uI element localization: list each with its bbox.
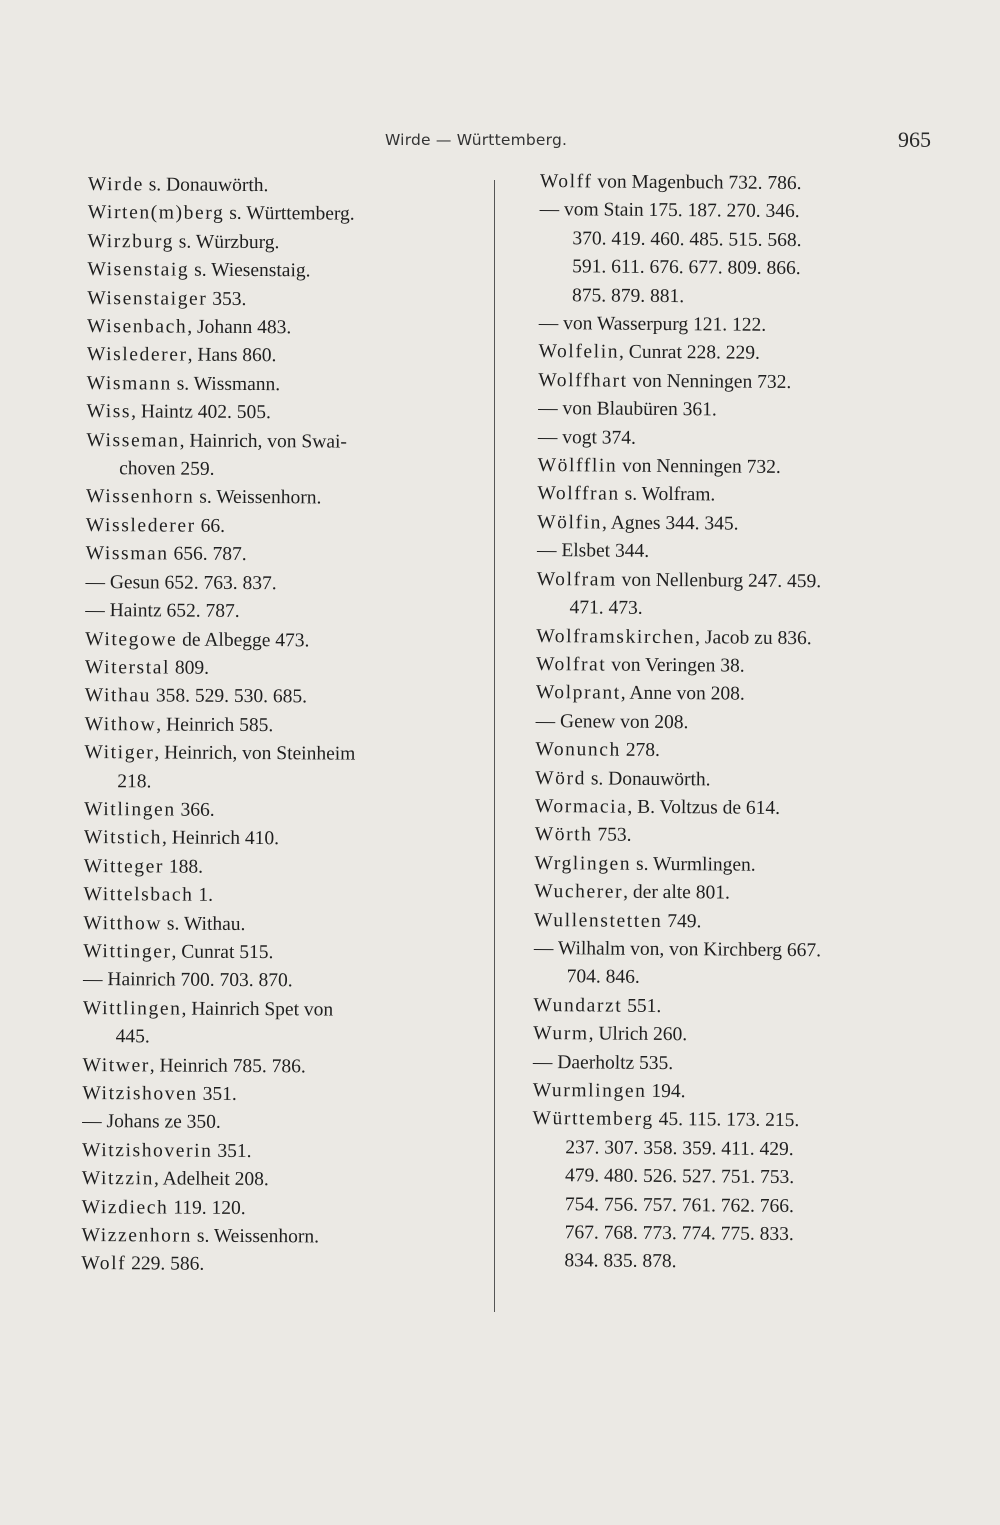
index-references: — vogt 374. <box>537 426 637 449</box>
index-references: — Daerholtz 535. <box>532 1051 674 1074</box>
index-entry <box>538 338 928 369</box>
index-references: s. Weissenhorn. <box>194 487 322 509</box>
index-entry <box>81 1250 471 1281</box>
index-references: 753. <box>592 824 632 847</box>
index-references: de Albegge 473. <box>177 629 310 651</box>
index-entry <box>540 168 930 199</box>
index-headword: Wismann <box>86 372 172 395</box>
index-references: — Haintz 652. 787. <box>85 600 240 623</box>
index-headword: Witerstal <box>84 656 171 679</box>
index-headword: Witzishoverin <box>81 1139 213 1162</box>
index-entry <box>83 938 473 969</box>
index-entry <box>85 597 475 628</box>
index-references: — Elsbet 344. <box>536 540 650 563</box>
index-references: von Magenbuch 732. 786. <box>592 171 802 195</box>
index-references: s. Wurmlingen. <box>631 853 756 876</box>
index-references: , Heinrich 785. 786. <box>149 1054 306 1077</box>
index-entry <box>84 853 474 884</box>
index-references: von Nenningen 732. <box>617 455 781 478</box>
index-headword: Withow <box>84 713 157 736</box>
index-continuation-line: 704. 846. <box>566 966 640 989</box>
index-entry <box>87 341 477 372</box>
index-entry <box>85 654 475 685</box>
index-continuation-line: 767. 768. 773. 774. 775. 833. <box>564 1222 794 1246</box>
index-entry <box>84 796 474 827</box>
index-entry <box>88 171 478 202</box>
index-headword: Wolfelin <box>538 341 620 364</box>
index-entry <box>536 708 926 739</box>
page-number: 965 <box>898 127 931 152</box>
index-references: , Anne von 208. <box>620 682 745 705</box>
index-references: s. Wissmann. <box>171 373 281 396</box>
index-references: , Agnes 344. 345. <box>601 512 739 535</box>
column-divider <box>494 180 495 1312</box>
index-references: — Wilhalm von, von Kirchberg 667. <box>533 937 822 962</box>
index-references: — von Blaubüren 361. <box>538 398 717 421</box>
index-entry <box>533 1049 923 1080</box>
index-references: , Cunrat 515. <box>171 941 274 964</box>
index-headword: Württemberg <box>532 1108 654 1131</box>
index-headword: Wörd <box>535 767 587 789</box>
index-headword: Wizdiech <box>81 1196 169 1219</box>
index-entry <box>536 622 926 653</box>
index-entry <box>536 566 926 626</box>
index-entry <box>534 935 924 995</box>
index-entry <box>538 452 928 483</box>
index-references: s. Donauwörth. <box>143 174 269 197</box>
index-references: , der alte 801. <box>623 881 730 904</box>
index-entry <box>533 1077 923 1108</box>
index-headword: Wisslederer <box>85 514 196 537</box>
index-headword: Wölfflin <box>537 455 618 477</box>
index-headword: Wurmlingen <box>532 1079 647 1102</box>
index-column-right <box>531 168 930 1279</box>
index-headword: Wisenstaiger <box>87 287 208 310</box>
index-references: 45. 115. 173. 215. <box>653 1109 800 1132</box>
index-headword: Wolprant <box>535 682 621 704</box>
index-references: , Cunrat 228. 229. <box>619 342 761 365</box>
index-references: — Johans ze 350. <box>82 1111 221 1134</box>
index-continuation-line: 479. 480. 526. 527. 751. 753. <box>565 1165 795 1189</box>
index-references: 366. <box>175 799 215 821</box>
index-references: 809. <box>169 657 210 679</box>
index-entry <box>86 483 476 514</box>
index-references: s. Wiesenstaig. <box>189 259 311 282</box>
index-continuation-line: 875. 879. 881. <box>571 284 685 307</box>
index-headword: Wolfram <box>536 568 617 591</box>
running-title: Wirde — Württemberg. <box>385 131 568 149</box>
index-headword: Witlingen <box>84 798 176 821</box>
index-continuation-line: 445. <box>115 1026 150 1048</box>
index-references: , Heinrich 585. <box>156 714 274 736</box>
index-headword: Witthow <box>83 912 163 935</box>
index-entry <box>87 256 477 287</box>
index-headword: Witegowe <box>85 628 178 651</box>
index-entry <box>82 1052 472 1083</box>
index-references: von Nenningen 732. <box>627 370 792 393</box>
index-references: s. Wolfram. <box>619 484 716 506</box>
index-entry <box>87 285 477 316</box>
index-references: 1. <box>193 884 214 906</box>
index-entry <box>535 793 925 824</box>
index-headword: Witstich <box>83 827 163 849</box>
index-entry <box>538 424 928 455</box>
index-references: , Heinrich 410. <box>161 827 280 850</box>
index-headword: Wirzburg <box>87 230 175 253</box>
index-headword: Wiss <box>86 401 132 423</box>
index-headword: Wittlingen <box>82 997 182 1020</box>
index-headword: Wirde <box>87 173 144 196</box>
index-references: 119. 120. <box>168 1197 246 1219</box>
index-continuation-line: 370. 419. 460. 485. 515. 568. <box>572 228 802 251</box>
index-references: , Adelheit 208. <box>153 1168 269 1191</box>
index-references: 188. <box>163 856 204 878</box>
index-entry <box>85 625 475 656</box>
index-entry <box>87 370 477 401</box>
index-references: 351. <box>212 1140 252 1162</box>
index-headword: Wittinger <box>83 940 172 963</box>
index-entry <box>535 821 925 852</box>
index-headword: Wirten(m)berg <box>87 202 225 225</box>
index-references: , Heinrich, von Steinheim <box>154 742 356 765</box>
index-entry <box>87 313 477 344</box>
index-references: s. Württemberg. <box>224 203 355 226</box>
index-headword: Witwer <box>82 1054 150 1076</box>
index-entry <box>83 995 473 1054</box>
index-entry <box>535 765 925 796</box>
index-entry <box>538 367 928 398</box>
index-headword: Wissenhorn <box>85 486 195 509</box>
index-entry <box>85 682 475 713</box>
index-entry <box>539 196 930 313</box>
index-references: — Genew von 208. <box>535 710 689 733</box>
index-references: , B. Voltzus de 614. <box>627 796 781 819</box>
index-entry <box>534 850 924 881</box>
index-headword: Wurm <box>533 1023 589 1045</box>
index-headword: Withau <box>84 685 152 707</box>
index-references: 278. <box>620 739 660 762</box>
index-headword: Wonunch <box>535 739 621 761</box>
index-references: 351. <box>197 1083 237 1105</box>
index-headword: Wolframskirchen <box>536 625 696 648</box>
index-references: , Johann 483. <box>187 316 292 339</box>
index-entry <box>82 1194 472 1225</box>
index-headword: Wisseman <box>86 429 180 452</box>
index-entry <box>86 427 476 486</box>
index-entry <box>533 1020 923 1051</box>
index-entry <box>537 509 927 540</box>
index-references: , Jacob zu 836. <box>695 626 812 649</box>
index-headword: Witzzin <box>81 1168 155 1190</box>
index-entry <box>84 824 474 855</box>
index-headword: Witiger <box>84 742 155 764</box>
index-entry <box>82 1165 472 1196</box>
index-headword: Wissman <box>85 543 169 565</box>
index-entry <box>82 1108 472 1139</box>
index-references: — Hainrich 700. 703. 870. <box>82 969 293 992</box>
index-entry <box>537 480 927 511</box>
index-headword: Wisenstaig <box>87 259 190 281</box>
index-references: s. Würzburg. <box>173 231 280 253</box>
index-references: 194. <box>646 1080 686 1103</box>
index-references: s. Weissenhorn. <box>191 1225 320 1248</box>
index-column-left <box>81 171 478 1281</box>
index-references: von Nellenburg 247. 459. <box>616 569 822 592</box>
index-references: , Haintz 402. 505. <box>131 401 271 424</box>
index-headword: Wolffran <box>537 483 620 506</box>
index-references: 353. <box>207 288 247 310</box>
index-headword: Wittelsbach <box>83 884 194 906</box>
index-entry <box>84 739 474 798</box>
index-headword: Wolff <box>539 170 593 193</box>
index-references: , Hans 860. <box>187 345 277 367</box>
index-entry <box>82 1137 472 1168</box>
index-headword: Wislederer <box>86 344 188 367</box>
index-references: s. Donauwörth. <box>585 767 711 790</box>
index-references: , Hainrich Spet von <box>181 998 334 1021</box>
index-headword: Wisenbach <box>86 316 188 338</box>
index-headword: Wucherer <box>534 881 624 903</box>
index-headword: Wörth <box>534 824 593 846</box>
index-headword: Witzishoven <box>82 1082 198 1105</box>
index-references: — von Wasserpurg 121. 122. <box>538 313 767 336</box>
index-entry <box>539 310 929 341</box>
index-references: 749. <box>662 910 702 932</box>
index-references: 66. <box>195 515 226 537</box>
index-entry <box>86 398 476 429</box>
index-entry <box>88 199 478 230</box>
index-entry <box>533 992 923 1023</box>
index-headword: Wolf <box>81 1253 127 1275</box>
index-entry <box>537 537 927 568</box>
index-entry <box>536 651 926 682</box>
index-continuation-line: 471. 473. <box>569 597 643 619</box>
index-entry <box>83 881 473 912</box>
index-references: 656. 787. <box>168 543 247 566</box>
index-continuation-line: 237. 307. 358. 359. 411. 429. <box>565 1137 794 1160</box>
index-headword: Wrglingen <box>534 852 632 875</box>
index-headword: Wizzenhorn <box>81 1225 193 1247</box>
index-entry <box>535 736 925 767</box>
index-entry <box>531 1105 922 1278</box>
index-headword: Wolffhart <box>538 369 628 392</box>
index-headword: Wölfin <box>537 511 603 534</box>
index-entry <box>538 395 928 426</box>
index-references: — vom Stain 175. 187. 270. 346. <box>539 199 800 223</box>
index-entry <box>83 966 473 997</box>
index-headword: Wullenstetten <box>534 909 663 932</box>
index-continuation-line: 834. 835. 878. <box>564 1250 677 1273</box>
index-entry <box>536 679 926 710</box>
index-headword: Wormacia <box>534 795 628 818</box>
index-headword: Witteger <box>83 855 165 878</box>
index-references: , Ulrich 260. <box>588 1023 688 1046</box>
index-entry <box>534 878 924 909</box>
index-continuation-line: 591. 611. 676. 677. 809. 866. <box>572 256 801 280</box>
index-references: von Veringen 38. <box>606 654 745 677</box>
index-continuation-line: choven 259. <box>119 458 215 480</box>
index-continuation-line: 218. <box>117 770 152 792</box>
index-references: 551. <box>622 995 662 1017</box>
index-entry <box>86 540 476 571</box>
index-entry <box>85 711 475 742</box>
index-entry <box>86 512 476 543</box>
index-references: — Gesun 652. 763. 837. <box>85 571 277 594</box>
index-entry <box>82 1080 472 1111</box>
index-entry <box>87 228 477 259</box>
index-headword: Wundarzt <box>533 994 623 1017</box>
index-entry <box>85 569 475 600</box>
index-continuation-line: 754. 756. 757. 761. 762. 766. <box>564 1193 795 1217</box>
index-entry <box>81 1222 471 1253</box>
index-entry <box>534 907 924 938</box>
index-references: 358. 529. 530. 685. <box>150 685 308 708</box>
index-headword: Wolfrat <box>536 653 607 676</box>
index-references: , Hainrich, von Swai- <box>179 430 348 453</box>
index-references: 229. 586. <box>126 1253 205 1276</box>
index-references: s. Withau. <box>162 913 246 935</box>
index-entry <box>83 910 473 941</box>
